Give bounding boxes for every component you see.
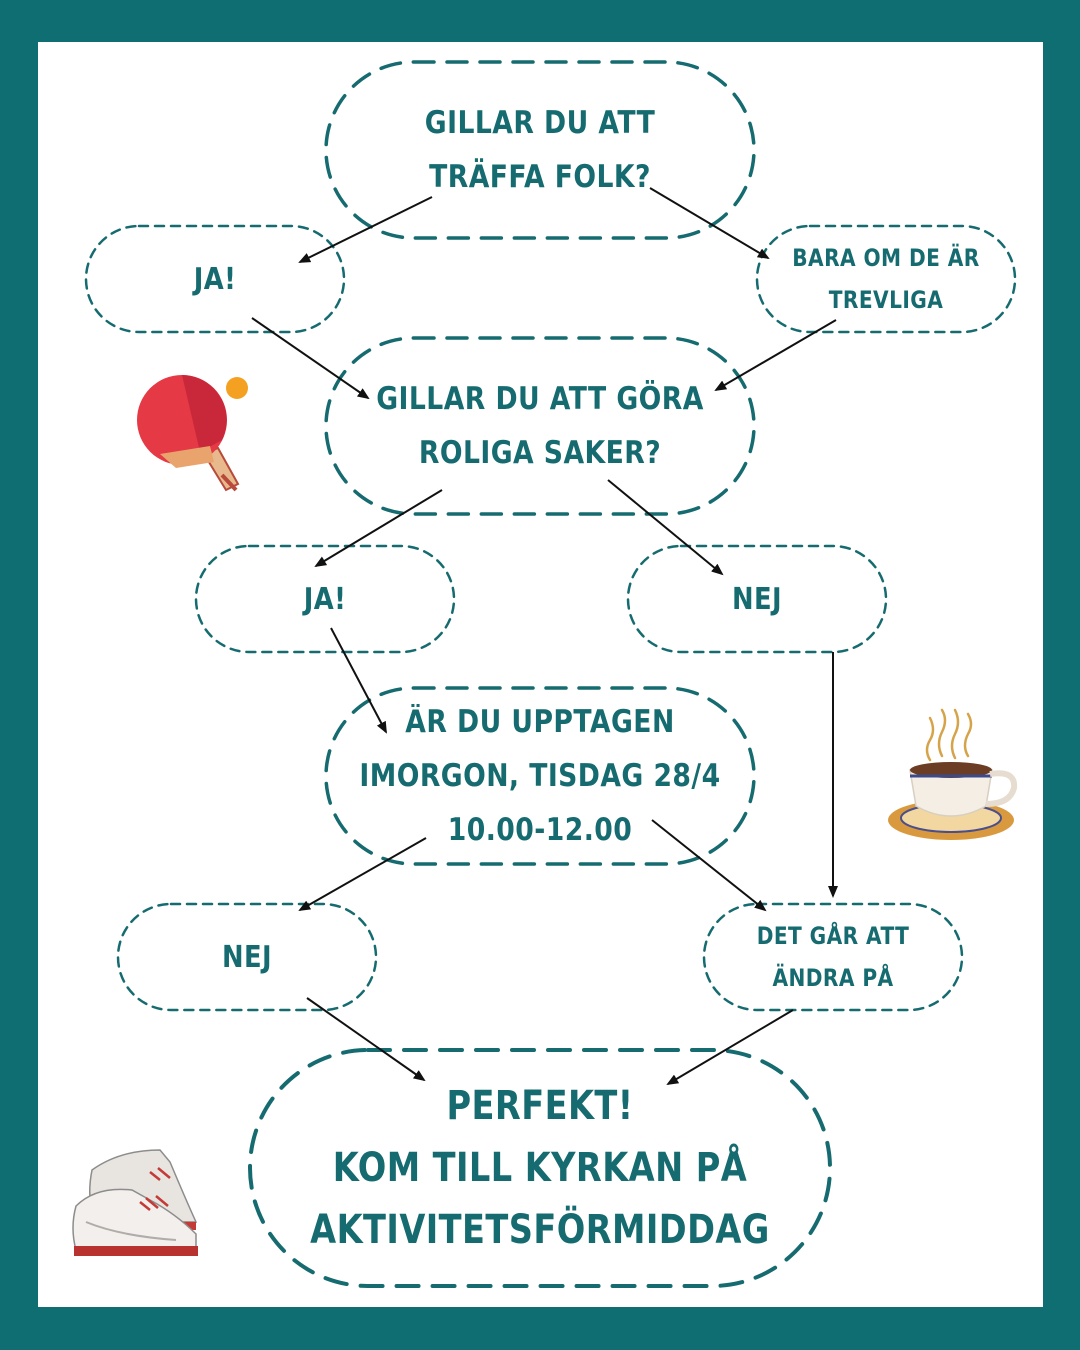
answer-1-yes-label: JA! bbox=[193, 261, 237, 297]
question-3 bbox=[356, 688, 724, 864]
answer-3-no-label: NEJ bbox=[221, 939, 273, 975]
final-message bbox=[296, 1050, 783, 1286]
question-3-line-3: 10.00-12.00 bbox=[447, 812, 633, 848]
question-3-line-1: ÄR DU UPPTAGEN bbox=[405, 704, 675, 740]
final-message-line-2: KOM TILL KYRKAN PÅ bbox=[332, 1145, 748, 1191]
question-1 bbox=[356, 62, 724, 238]
question-2-line-2: ROLIGA SAKER? bbox=[418, 435, 662, 471]
question-1-line-2: TRÄFFA FOLK? bbox=[429, 159, 651, 195]
final-message-line-3: AKTIVITETSFÖRMIDDAG bbox=[310, 1207, 770, 1253]
answer-1-other-line-1: BARA OM DE ÄR bbox=[792, 244, 980, 272]
sneakers-icon bbox=[73, 1150, 198, 1256]
answer-1-yes bbox=[104, 226, 326, 332]
final-message-line-1: PERFEKT! bbox=[446, 1083, 634, 1129]
question-3-line-2: IMORGON, TISDAG 28/4 bbox=[359, 758, 721, 794]
question-2 bbox=[356, 338, 724, 514]
question-2-line-1: GILLAR DU ATT GÖRA bbox=[376, 381, 704, 417]
answer-1-other-line-2: TREVLIGA bbox=[828, 286, 944, 314]
answer-1-other bbox=[778, 226, 995, 332]
answer-3-change bbox=[725, 904, 942, 1010]
answer-3-change-line-1: DET GÅR ATT bbox=[756, 922, 910, 950]
answer-3-no bbox=[136, 904, 358, 1010]
ping-pong-paddle-icon bbox=[137, 375, 248, 490]
question-1-line-1: GILLAR DU ATT bbox=[424, 105, 656, 141]
answer-2-yes bbox=[214, 546, 436, 652]
coffee-cup-icon bbox=[888, 710, 1014, 840]
answer-3-change-line-2: ÄNDRA PÅ bbox=[772, 964, 894, 992]
answer-2-no-label: NEJ bbox=[731, 581, 783, 617]
answer-2-yes-label: JA! bbox=[303, 581, 347, 617]
answer-2-no bbox=[646, 546, 868, 652]
